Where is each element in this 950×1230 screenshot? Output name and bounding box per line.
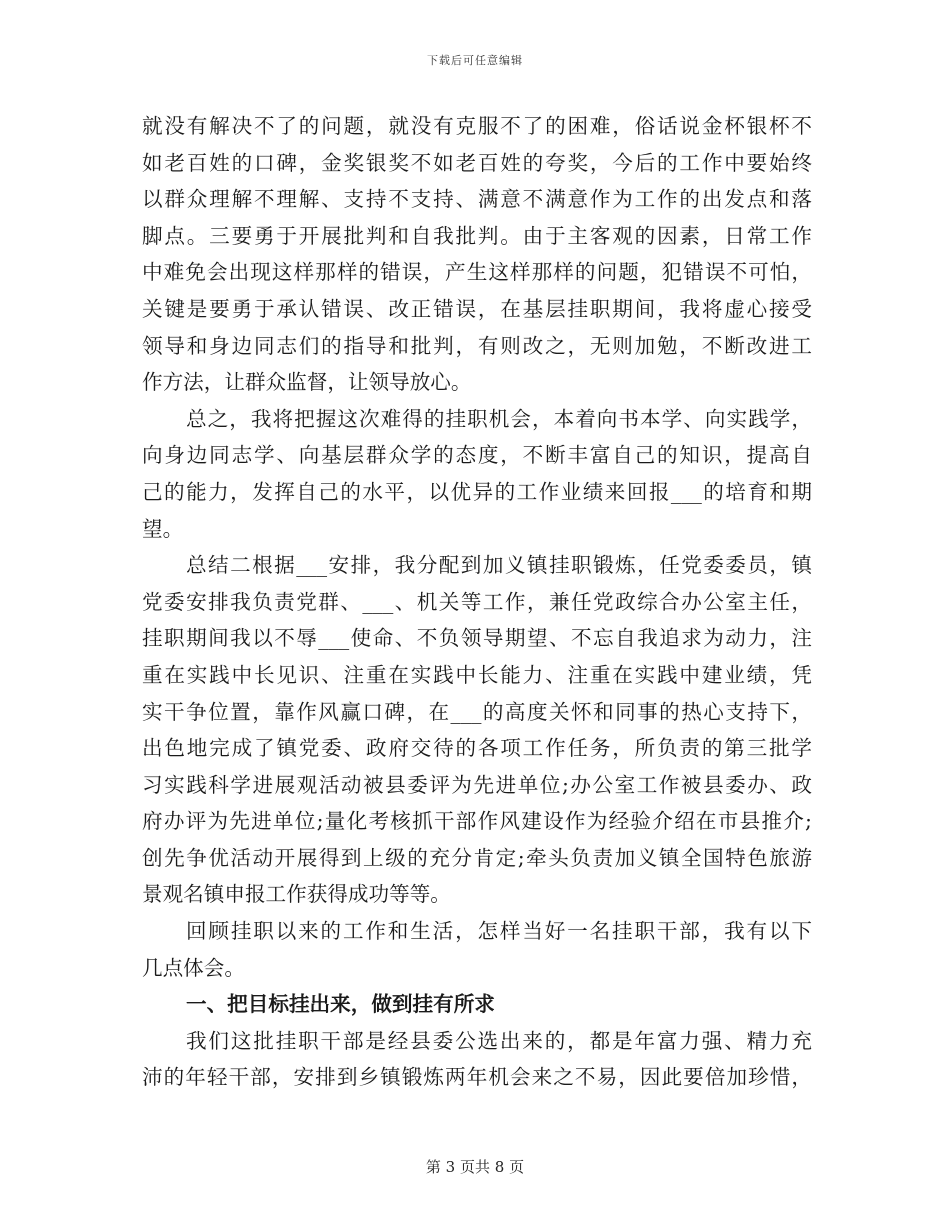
- text-line: 府办评为先进单位;量化考核抓干部作风建设作为经验介绍在市县推介;: [142, 809, 812, 834]
- text-line: 习实践科学进展观活动被县委评为先进单位;办公室工作被县委办、政: [142, 772, 812, 797]
- page-header: 下载后可任意编辑: [427, 54, 523, 67]
- text-line: 作方法，让群众监督，让领导放心。: [142, 370, 472, 395]
- text-line: 党委安排我负责党群、___、机关等工作，兼任党政综合办公室主任，: [142, 589, 812, 614]
- text-line: 总结二根据___安排，我分配到加义镇挂职锻炼，任党委委员，镇: [186, 553, 812, 578]
- text-line: 领导和身边同志们的指导和批判，有则改之，无则加勉，不断改进工: [142, 333, 812, 358]
- text-line: 关键是要勇于承认错误、改正错误，在基层挂职期间，我将虚心接受: [142, 296, 812, 321]
- text-line: 以群众理解不理解、支持不支持、满意不满意作为工作的出发点和落: [142, 187, 812, 212]
- text-line: 如老百姓的口碑，金奖银奖不如老百姓的夸奖，今后的工作中要始终: [142, 150, 812, 175]
- text-line: 重在实践中长见识、注重在实践中长能力、注重在实践中建业绩，凭: [142, 662, 812, 687]
- text-line: 几点体会。: [142, 955, 245, 980]
- text-line: 己的能力，发挥自己的水平，以优异的工作业绩来回报___的培育和期: [142, 479, 812, 504]
- text-line: 中难免会出现这样那样的错误，产生这样那样的问题，犯错误不可怕，: [142, 260, 812, 285]
- text-line: 望。: [142, 516, 184, 541]
- text-line: 出色地完成了镇党委、政府交待的各项工作任务，所负责的第三批学: [142, 736, 812, 761]
- document-body: [142, 108, 812, 1096]
- text-line: 回顾挂职以来的工作和生活，怎样当好一名挂职干部，我有以下: [186, 919, 812, 944]
- text-line: 沛的年轻干部，安排到乡镇锻炼两年机会来之不易，因此要倍加珍惜，: [142, 1065, 812, 1090]
- page-footer: 第 3 页共 8 页: [425, 1158, 525, 1176]
- text-line: 向身边同志学、向基层群众学的态度，不断丰富自己的知识，提高自: [142, 443, 812, 468]
- text-line: 挂职期间我以不辱___使命、不负领导期望、不忘自我追求为动力，注: [142, 626, 812, 651]
- text-line: 我们这批挂职干部是经县委公选出来的，都是年富力强、精力充: [186, 1028, 812, 1053]
- text-line: 实干争位置，靠作风赢口碑，在___的高度关怀和同事的热心支持下，: [142, 699, 812, 724]
- section-heading: 一、把目标挂出来，做到挂有所求: [186, 992, 495, 1017]
- text-line: 脚点。三要勇于开展批判和自我批判。由于主客观的因素，日常工作: [142, 223, 812, 248]
- text-line: 景观名镇申报工作获得成功等等。: [142, 882, 451, 907]
- text-line: 创先争优活动开展得到上级的充分肯定;牵头负责加义镇全国特色旅游: [142, 845, 812, 870]
- text-line: 总之，我将把握这次难得的挂职机会，本着向书本学、向实践学，: [186, 406, 812, 431]
- text-line: 就没有解决不了的问题，就没有克服不了的困难，俗话说金杯银杯不: [142, 114, 812, 138]
